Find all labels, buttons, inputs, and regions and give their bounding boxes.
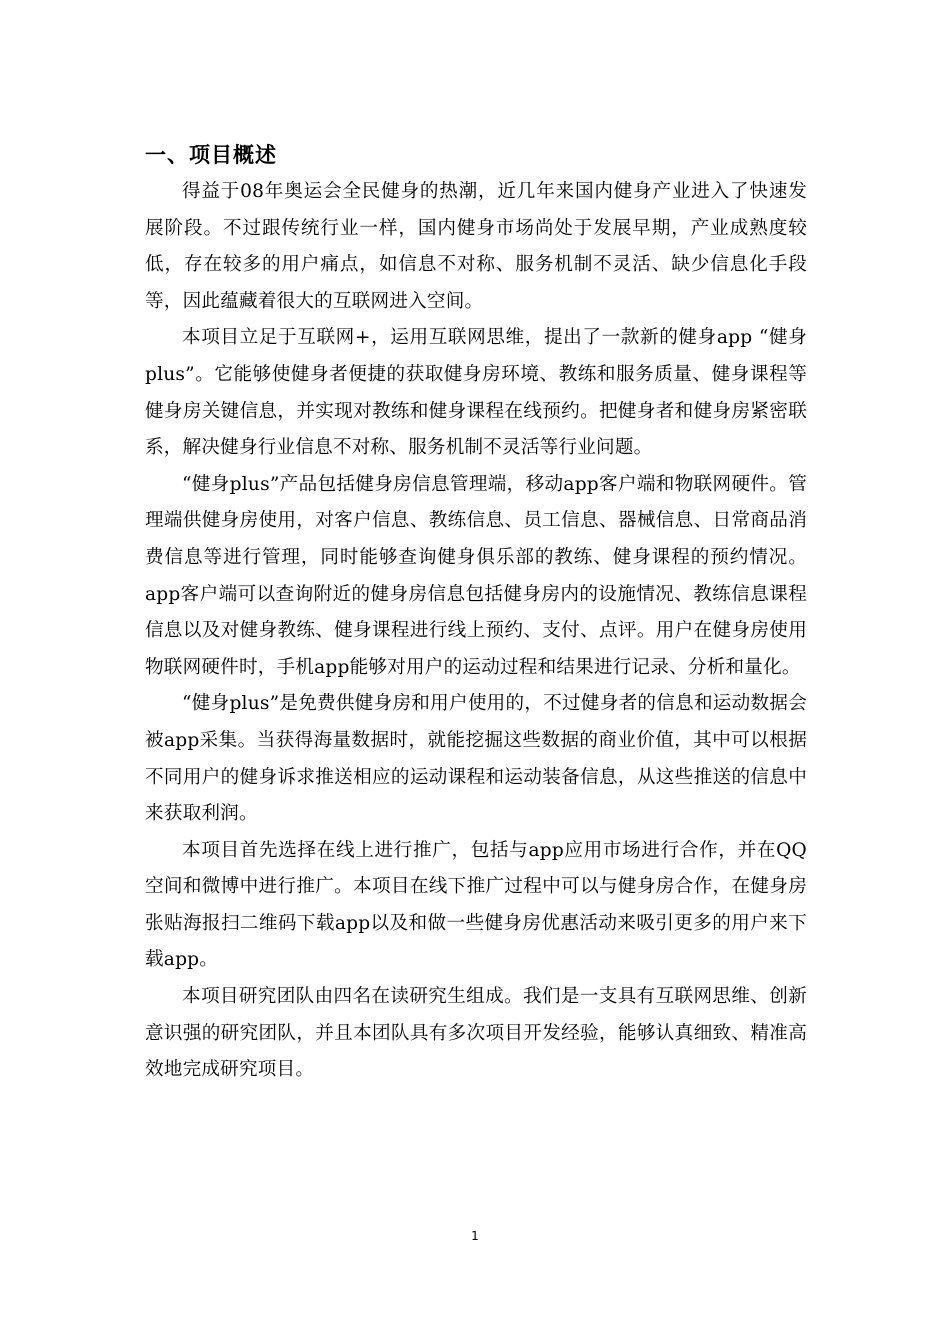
paragraph-business-model: “健身plus”是免费供健身房和用户使用的，不过健身者的信息和运动数据会被app采集。当获得海量数据时，就能挖掘这些数据的商业价值，其中可以根据不同用户的健身诉求推送相应的运动课程和运动装备信息，从这些推送的信息中来获取利润。 [145, 693, 807, 825]
section-heading: 一、项目概述 [145, 143, 277, 167]
paragraph-promotion: 本项目首先选择在线上进行推广，包括与app应用市场进行合作，并在QQ空间和微博中进行推广。本项目在线下推广过程中可以与健身房合作，在健身房张贴海报扫二维码下载app以及和做一些健身房优惠活动来吸引更多的用户来下载app。 [145, 839, 807, 971]
paragraph-product-components: “健身plus”产品包括健身房信息管理端，移动app客户端和物联网硬件。管理端供健身房使用，对客户信息、教练信息、员工信息、器械信息、日常商品消费信息等进行管理，同时能够查询健身俱乐部的教练、健身课程的预约情况。app客户端可以查询附近的健身房信息包括健身房内的设施情况、教练信息课程信息以及对健身教练、健身课程进行线上预约、支付、点评。用户在健身房使用物联网硬件时，手机app能够对用户的运动过程和结果进行记录、分析和量化。 [145, 473, 807, 678]
paragraph-background: 得益于08年奥运会全民健身的热潮，近几年来国内健身产业进入了快速发展阶段。不过跟传统行业一样，国内健身市场尚处于发展早期，产业成熟度较低，存在较多的用户痛点，如信息不对称、服务机制不灵活、缺少信息化手段等，因此蕴藏着很大的互联网进入空间。 [145, 181, 807, 312]
paragraph-product-intro: 本项目立足于互联网+，运用互联网思维，提出了一款新的健身app “健身plus”。它能够使健身者便捷的获取健身房环境、教练和服务质量、健身课程等健身房关键信息，并实现对教练和健身课程在线预约。把健身者和健身房紧密联系，解决健身行业信息不对称、服务机制不灵活等行业问题。 [145, 327, 807, 459]
paragraph-team: 本项目研究团队由四名在读研究生组成。我们是一支具有互联网思维、创新意识强的研究团队，并且本团队具有多次项目开发经验，能够认真细致、精准高效地完成研究项目。 [145, 986, 807, 1081]
page-number: 1 [471, 1229, 479, 1243]
section-body [145, 174, 807, 1089]
